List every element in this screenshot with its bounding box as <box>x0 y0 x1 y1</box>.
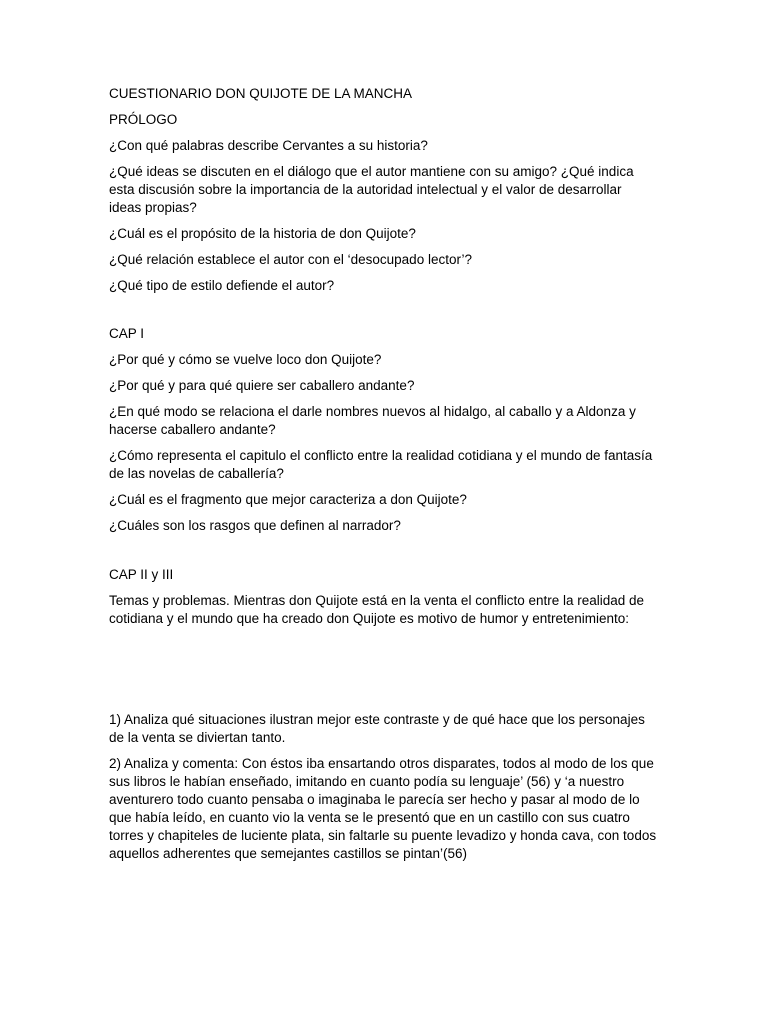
question-item: ¿Cuál es el propósito de la historia de don Quijote? <box>109 226 416 241</box>
question-item: ¿Por qué y para qué quiere ser caballero andante? <box>109 378 415 393</box>
analysis-item: 2) Analiza y comenta: Con éstos iba ensartando otros disparates, todos al modo de los que sus libros le habían enseñado, imitando en cuanto podía su lenguaje’ (56) y ‘a nuestro aventurero todo cuanto pensaba o imaginaba le parecía ser hecho y pasar al modo de lo que había leído, en cuanto vio la venta se le presentó que en un castillo con sus cuatro torres y chapiteles de luciente plata, sin faltarle su puente levadizo y honda cava, con todos aquellos adherentes que semejantes castillos se pintan’(56) <box>109 756 657 861</box>
question-item: ¿Por qué y cómo se vuelve loco don Quijote? <box>109 352 382 367</box>
question-item: ¿Cuál es el fragmento que mejor caracteriza a don Quijote? <box>109 492 467 507</box>
document-title: CUESTIONARIO DON QUIJOTE DE LA MANCHA <box>109 86 413 101</box>
section-heading-cap1: CAP I <box>109 326 145 341</box>
question-item: ¿En qué modo se relaciona el darle nombres nuevos al hidalgo, al caballo y a Aldonza y hacerse caballero andante? <box>109 404 636 437</box>
document-page <box>109 85 657 863</box>
section-intro: Temas y problemas. Mientras don Quijote está en la venta el conflicto entre la realidad de cotidiana y el mundo que ha creado don Quijote es motivo de humor y entretenimiento: <box>109 593 645 626</box>
question-item: ¿Cómo representa el capitulo el conflicto entre la realidad cotidiana y el mundo de fantasía de las novelas de caballería? <box>109 448 653 481</box>
question-item: ¿Qué tipo de estilo defiende el autor? <box>109 278 335 293</box>
analysis-item: 1) Analiza qué situaciones ilustran mejor este contraste y de qué hace que los personajes de la venta se diviertan tanto. <box>109 712 645 745</box>
question-item: ¿Con qué palabras describe Cervantes a su historia? <box>109 138 428 153</box>
section-heading-cap2-3: CAP II y III <box>109 567 174 582</box>
question-item: ¿Qué relación establece el autor con el ‘desocupado lector’? <box>109 252 472 267</box>
question-item: ¿Qué ideas se discuten en el diálogo que el autor mantiene con su amigo? ¿Qué indica esta discusión sobre la importancia de la autoridad intelectual y el valor de desarrollar ideas propias? <box>109 164 634 215</box>
section-heading-prologo: PRÓLOGO <box>109 112 178 127</box>
question-item: ¿Cuáles son los rasgos que definen al narrador? <box>109 518 401 533</box>
